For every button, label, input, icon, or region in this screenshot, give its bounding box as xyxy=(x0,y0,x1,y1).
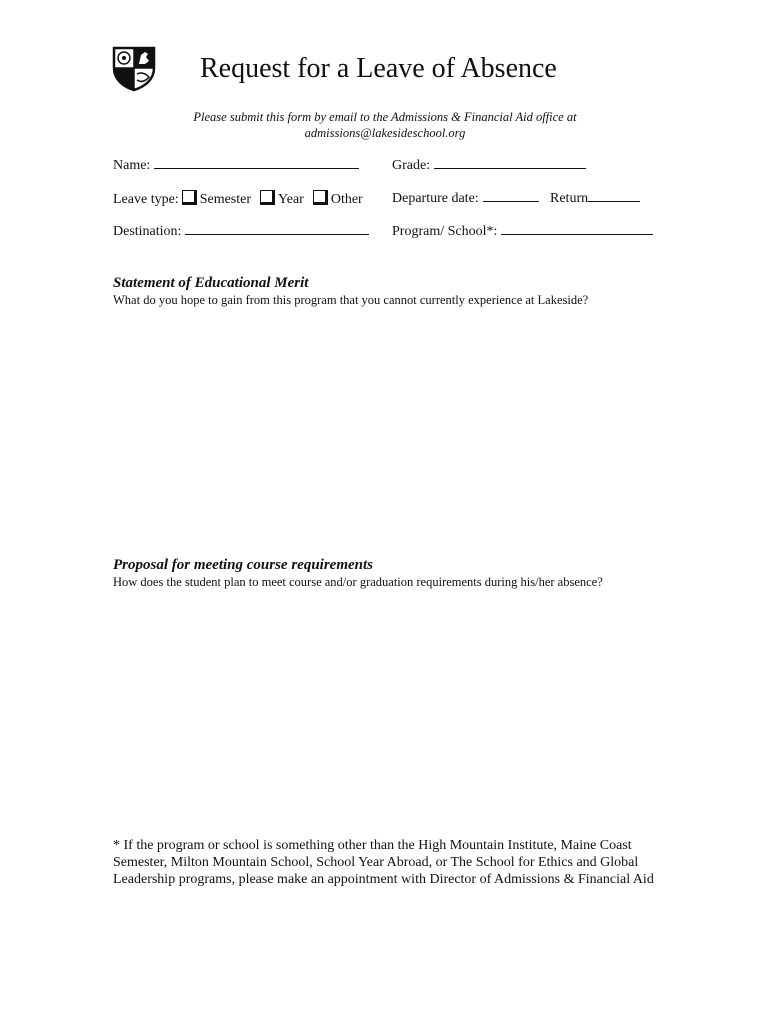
name-field xyxy=(113,155,359,175)
program-school-field xyxy=(392,221,653,241)
program-school-input-line[interactable] xyxy=(501,221,653,235)
return-date-input-line[interactable] xyxy=(588,188,640,202)
grade-label: Grade: xyxy=(392,158,431,173)
destination-input-line[interactable] xyxy=(185,221,369,235)
other-checkbox[interactable] xyxy=(313,190,328,205)
educational-merit-answer-area[interactable] xyxy=(113,312,653,542)
year-label: Year xyxy=(278,192,304,207)
school-crest-logo xyxy=(110,44,158,92)
return-label: Return xyxy=(550,191,589,206)
departure-date-field xyxy=(392,188,539,208)
leave-option-semester[interactable] xyxy=(179,188,251,209)
program-school-label: Program/ School*: xyxy=(392,224,498,239)
educational-merit-question: What do you hope to gain from this program that you cannot currently experience at Lakeside? xyxy=(113,293,589,307)
leave-type-label: Leave type: xyxy=(113,192,179,207)
program-footnote: * If the program or school is something other than the High Mountain Institute, Maine Coast Semester, Milton Mountain School, School Year Abroad, or The School for Ethics and Global Leadership programs, please make an appointment with Director of Admissions & Financial Aid xyxy=(113,838,654,887)
instructions-email: admissions@lakesideschool.org xyxy=(304,126,466,140)
grade-input-line[interactable] xyxy=(434,155,586,169)
form-title: Request for a Leave of Absence xyxy=(200,53,557,84)
semester-checkbox[interactable] xyxy=(182,190,197,205)
leave-option-year[interactable] xyxy=(257,188,304,209)
course-requirements-heading: Proposal for meeting course requirements xyxy=(113,557,374,573)
educational-merit-heading: Statement of Educational Merit xyxy=(113,275,309,291)
departure-date-label: Departure date: xyxy=(392,191,479,206)
return-date-field xyxy=(550,188,640,208)
course-requirements-answer-area[interactable] xyxy=(113,594,653,824)
other-label: Other xyxy=(330,192,363,207)
leave-type-field xyxy=(113,188,369,209)
semester-label: Semester xyxy=(199,192,252,207)
course-requirements-question: How does the student plan to meet course and/or graduation requirements during his/her absence? xyxy=(113,575,603,589)
name-label: Name: xyxy=(113,158,151,173)
name-input-line[interactable] xyxy=(154,155,359,169)
grade-field xyxy=(392,155,586,175)
destination-field xyxy=(113,221,369,241)
destination-label: Destination: xyxy=(113,224,182,239)
leave-option-other[interactable] xyxy=(310,188,363,209)
instructions-line-1: Please submit this form by email to the Admissions & Financial Aid office at xyxy=(193,110,577,124)
year-checkbox[interactable] xyxy=(260,190,275,205)
departure-date-input-line[interactable] xyxy=(483,188,539,202)
